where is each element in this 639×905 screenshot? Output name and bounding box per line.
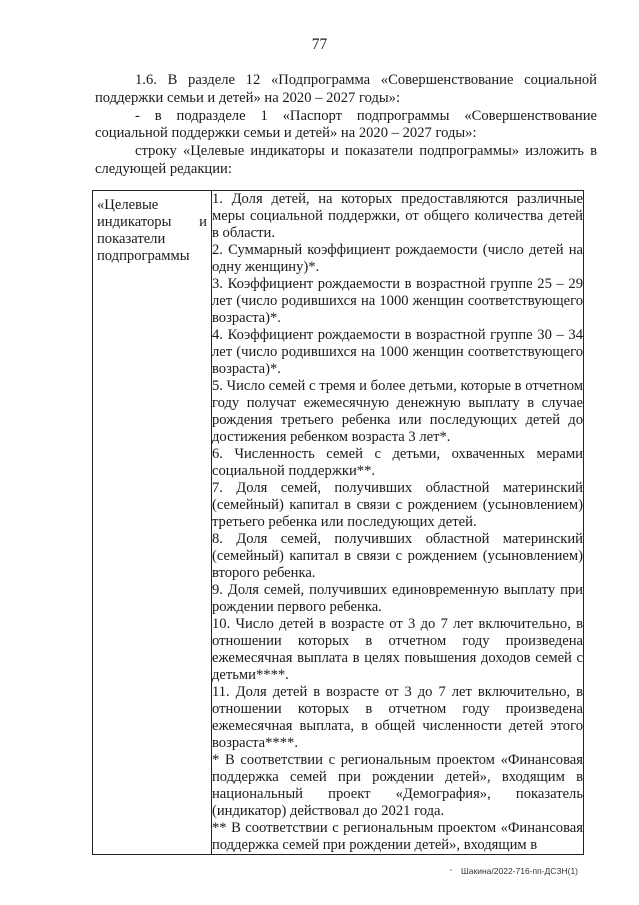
indicator-item: 11. Доля детей в возрасте от 3 до 7 лет включительно, в отношении которых в отчетном году произведена ежемесячная выплата, в общей численности детей этого возраста****. xyxy=(212,684,583,751)
indicator-item: 1. Доля детей, на которых предоставляются различные меры социальной поддержки, от общего количества детей в области. xyxy=(212,191,583,241)
indicator-item: 9. Доля семей, получивших единовременную выплату при рождении первого ребенка. xyxy=(212,582,583,615)
indicator-item: 8. Доля семей, получивших областной материнский (семейный) капитал в связи с рождением (усыновлением) второго ребенка. xyxy=(212,531,583,581)
footer-tick-mark: ˎ xyxy=(449,862,454,872)
footnote-item: * В соответствии с региональным проектом «Финансовая поддержка семей при рождении детей», входящим в национальный проект «Демография», показатель (индикатор) действовал до 2021 года. xyxy=(212,752,583,819)
table-row xyxy=(93,191,584,855)
indicator-item: 7. Доля семей, получивших областной материнский (семейный) капитал в связи с рождением (усыновлением) третьего ребенка или последующих детей. xyxy=(212,480,583,530)
indicator-item: 4. Коэффициент рождаемости в возрастной группе 30 – 34 лет (число родившихся на 1000 женщин соответствующего возраста)*. xyxy=(212,327,583,377)
row-label-cell xyxy=(93,191,212,855)
row-label xyxy=(93,191,211,265)
indicators-table xyxy=(92,190,584,855)
page-number: 77 xyxy=(311,36,328,53)
indicator-item: 6. Численность семей с детьми, охваченных мерами социальной поддержки**. xyxy=(212,446,583,479)
document-code: Шакина/2022-716-пп-ДСЗН(1) xyxy=(461,866,579,876)
indicator-item: 2. Суммарный коэффициент рождаемости (число детей на одну женщину)*. xyxy=(212,242,583,275)
indicator-item: 3. Коэффициент рождаемости в возрастной группе 25 – 29 лет (число родившихся на 1000 женщин соответствующего возраста)*. xyxy=(212,276,583,326)
row-label-line: подпрограммы xyxy=(97,248,190,264)
indicator-item: 10. Число детей в возрасте от 3 до 7 лет включительно, в отношении которых в отчетном году произведена ежемесячная выплата в целях повышения доходов семей с детьми****. xyxy=(212,616,583,683)
footnote-item: ** В соответствии с региональным проектом «Финансовая поддержка семей при рождении детей», входящим в xyxy=(212,820,583,853)
intro-text xyxy=(95,72,597,179)
indicators-list-cell xyxy=(212,191,584,855)
intro-paragraph: 1.6. В разделе 12 «Подпрограмма «Совершенствование социальной поддержки семьи и детей» на 2020 – 2027 годы»: xyxy=(95,72,597,106)
intro-paragraph: - в подразделе 1 «Паспорт подпрограммы «Совершенствование социальной поддержки семьи и детей» на 2020 – 2027 годы»: xyxy=(95,107,597,142)
row-label-line: «Целевые xyxy=(97,197,159,213)
row-label-line: показатели xyxy=(97,231,166,247)
indicator-item: 5. Число семей с тремя и более детьми, которые в отчетном году получат ежемесячную денежную выплату в случае рождения третьего ребенка или последующих детей до достижения ребенком возраста 3 лет*. xyxy=(212,378,583,445)
row-label-line: индикаторы и xyxy=(97,214,207,230)
intro-paragraph: строку «Целевые индикаторы и показатели подпрограммы» изложить в следующей редакции: xyxy=(95,143,597,177)
